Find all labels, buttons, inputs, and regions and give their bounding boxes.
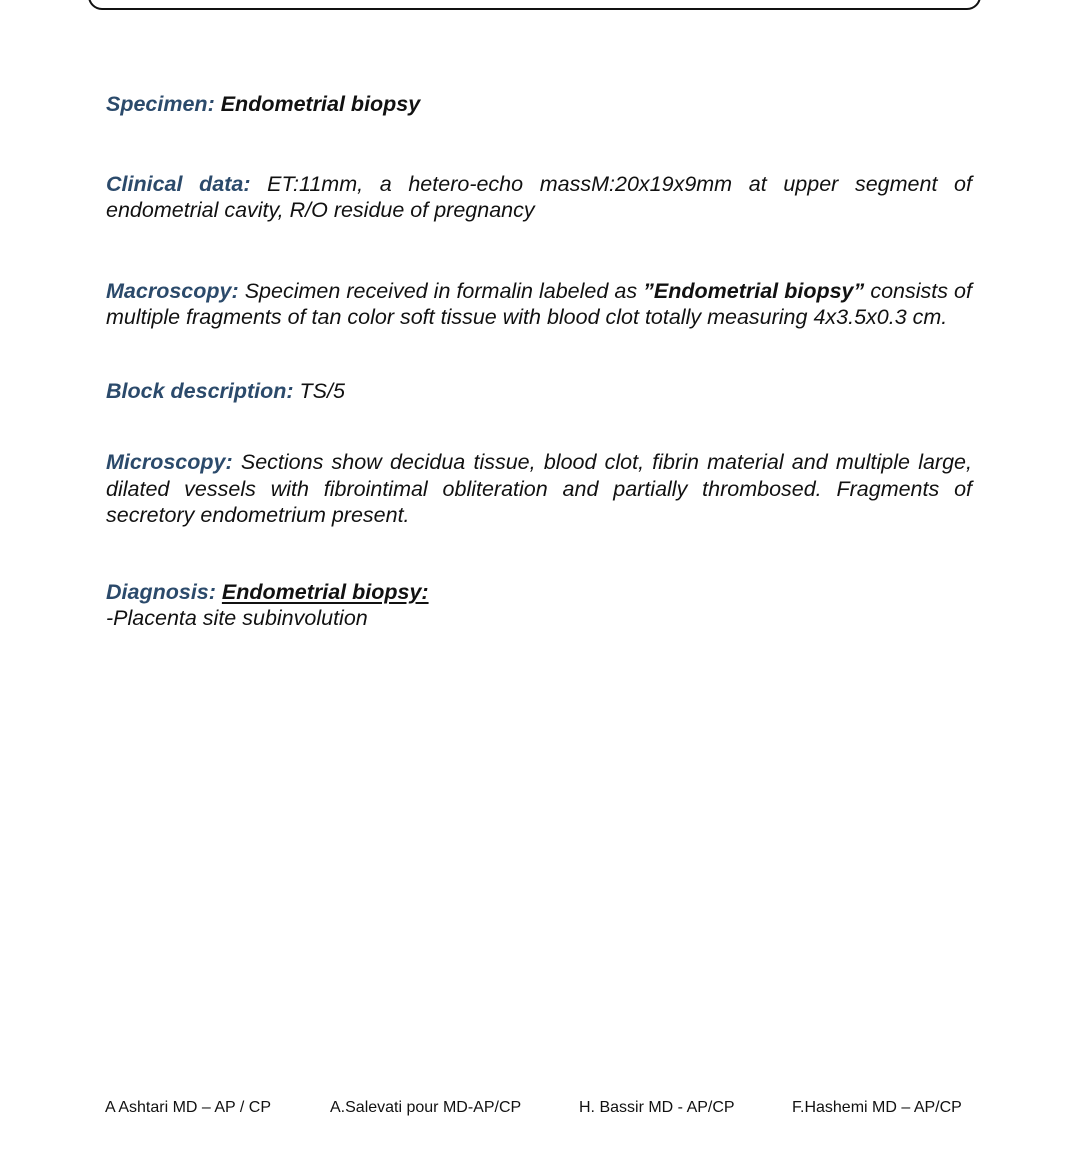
specimen-section	[106, 91, 972, 118]
macroscopy-value-pre: Specimen received in formalin labeled as	[244, 278, 638, 303]
macroscopy-label: Macroscopy:	[106, 278, 239, 303]
clinical-data-value: ET:11mm, a hetero-echo massM:20x19x9mm at upper segment of endometrial cavity, R/O residue of pregnancy	[106, 171, 972, 222]
report-header-frame	[88, 0, 981, 10]
block-description-section	[106, 378, 972, 405]
clinical-data-section	[106, 171, 972, 224]
microscopy-label: Microscopy:	[106, 450, 233, 474]
signatory-2: A.Salevati pour MD-AP/CP	[330, 1099, 522, 1116]
block-description-label: Block description:	[106, 378, 294, 403]
clinical-data-label: Clinical data:	[106, 171, 251, 196]
specimen-value: Endometrial biopsy	[220, 92, 421, 116]
diagnosis-heading: Endometrial biopsy:	[221, 579, 429, 604]
signature-footer	[0, 1099, 1080, 1121]
signatory-1: A Ashtari MD – AP / CP	[105, 1099, 271, 1116]
signatory-3: H. Bassir MD - AP/CP	[579, 1099, 735, 1116]
signatory-4: F.Hashemi MD – AP/CP	[792, 1099, 962, 1116]
microscopy-section	[106, 449, 972, 529]
diagnosis-finding: -Placenta site subinvolution	[106, 606, 368, 630]
macroscopy-section	[106, 278, 972, 331]
report-body	[106, 91, 972, 632]
diagnosis-section	[106, 579, 972, 632]
block-description-value: TS/5	[299, 378, 345, 403]
specimen-label: Specimen:	[106, 92, 215, 116]
macroscopy-specimen-name: ”Endometrial biopsy”	[643, 278, 865, 303]
diagnosis-label: Diagnosis:	[106, 579, 216, 604]
macroscopy-value-post: consists of multiple fragments of tan color soft tissue with blood clot totally measuring 4x3.5x0.3 cm.	[106, 278, 972, 329]
microscopy-value: Sections show decidua tissue, blood clot, fibrin material and multiple large, dilated vessels with fibrointimal obliteration and partially thrombosed. Fragments of secretory endometrium present.	[106, 450, 972, 527]
diagnosis-heading-line	[106, 579, 972, 606]
